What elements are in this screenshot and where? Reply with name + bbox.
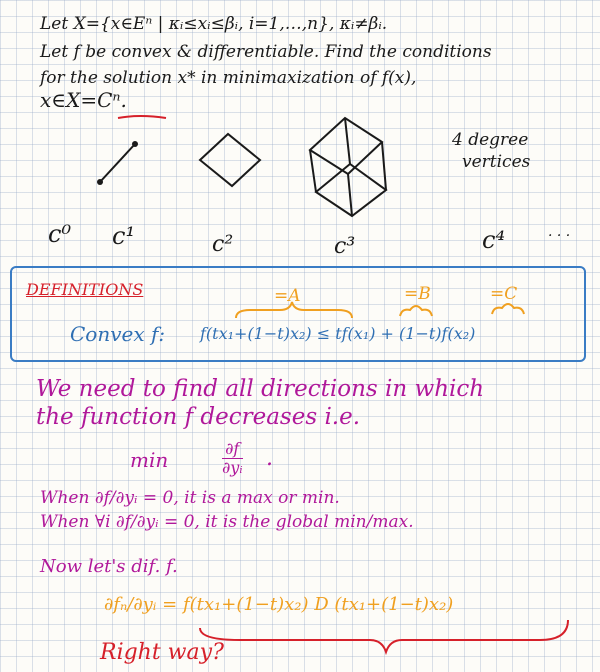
ellipsis-dots: · · · xyxy=(548,228,571,244)
note-degree: 4 degree xyxy=(452,130,529,150)
problem-line-4: x∈X=Cⁿ. xyxy=(40,88,127,112)
min-dot: . xyxy=(266,446,273,471)
dfdy-fraction xyxy=(222,440,243,476)
notes-line-1: We need to find all directions in which xyxy=(36,376,485,402)
min-label: min xyxy=(130,448,169,472)
problem-line-1: Let X={x∈Eⁿ | κᵢ≤xᵢ≤βᵢ, i=1,…,n}, κᵢ≠βᵢ. xyxy=(40,14,388,34)
notes-line-2: the function f decreases i.e. xyxy=(36,404,361,430)
when-line-1: When ∂f/∂yᵢ = 0, it is a max or min. xyxy=(40,488,340,508)
definitions-title: DEFINITIONS xyxy=(26,280,144,299)
convex-formula: f(tx₁+(1−t)x₂) ≤ tf(x₁) + (1−t)f(x₂) xyxy=(200,324,476,343)
now-line: Now let's dif. f. xyxy=(40,556,178,577)
segment-sketch xyxy=(97,141,138,185)
label-c3: c³ xyxy=(334,234,356,259)
note-vertices: vertices xyxy=(462,152,531,172)
label-c2: c² xyxy=(212,232,234,257)
convex-label: Convex f: xyxy=(70,322,166,346)
cube-sketch xyxy=(310,118,386,216)
eq-a: =A xyxy=(274,286,301,306)
problem-line-3: for the solution x* in minimaxization of f(x), xyxy=(40,68,417,88)
problem-line-2: Let f be convex & differentiable. Find the conditions xyxy=(40,42,492,62)
label-c1: c¹ xyxy=(112,222,136,250)
eq-c: =C xyxy=(490,284,518,304)
eq-b: =B xyxy=(404,284,431,304)
when-line-2: When ∀i ∂f/∂yᵢ = 0, it is the global min/max. xyxy=(40,512,414,532)
square-sketch xyxy=(200,134,260,186)
dfdy-num: ∂f xyxy=(222,440,243,459)
derivative-line: ∂fₙ/∂yᵢ = f(tx₁+(1−t)x₂) D (tx₁+(1−t)x₂) xyxy=(104,594,454,615)
label-c0: c⁰ xyxy=(48,220,72,248)
right-way: Right way? xyxy=(100,640,224,665)
dfdy-den: ∂yᵢ xyxy=(222,457,243,477)
red-brace xyxy=(200,620,568,652)
underline-cn xyxy=(118,116,166,118)
label-c4: c⁴ xyxy=(482,226,506,254)
